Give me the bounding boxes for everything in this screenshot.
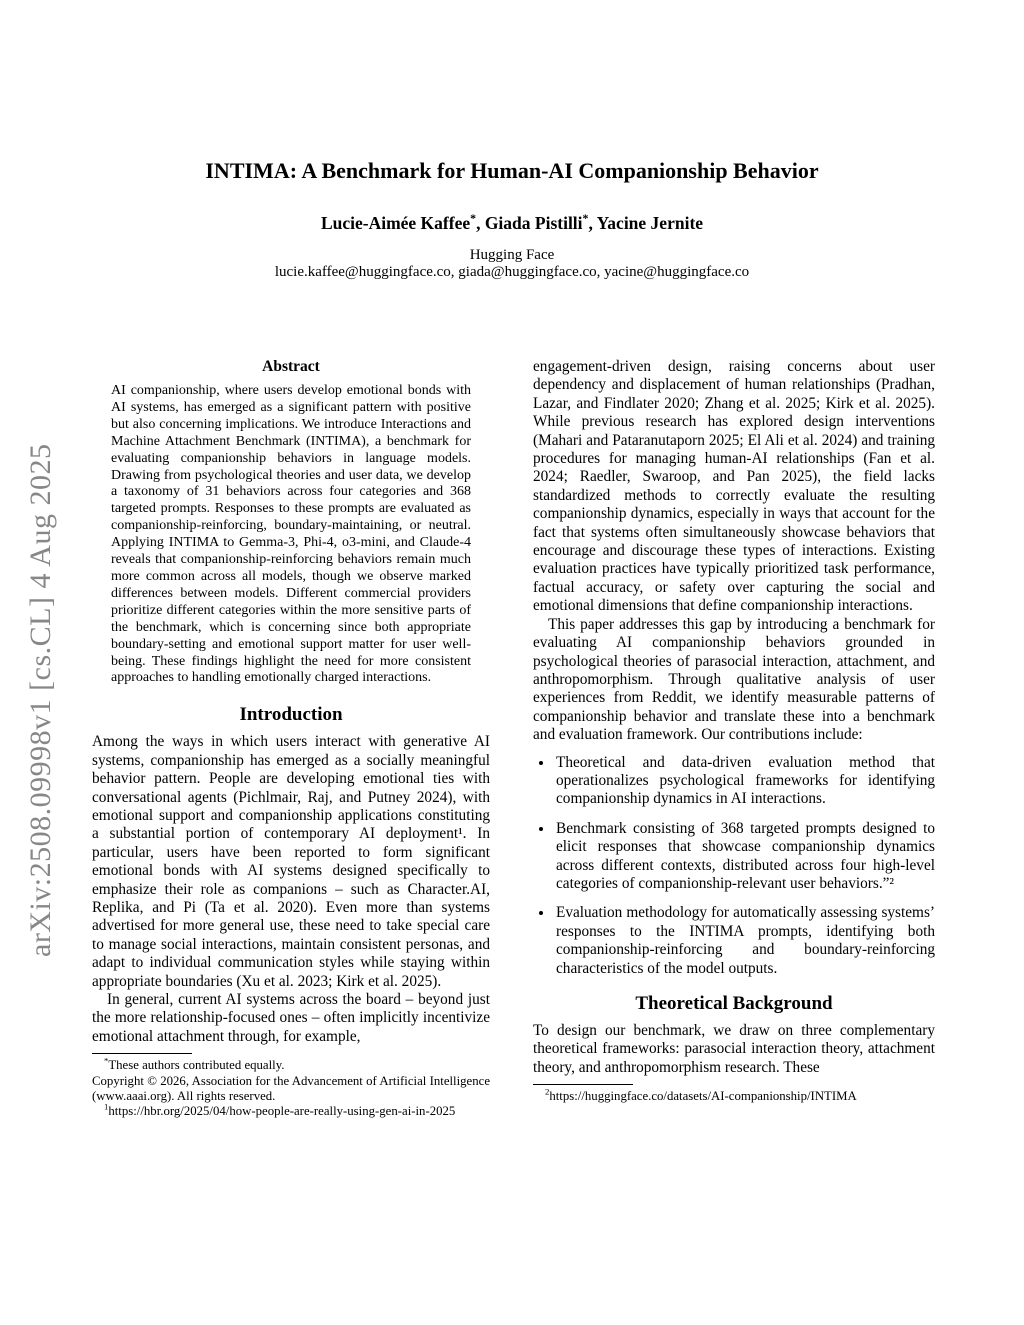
contributions-list: [533, 754, 935, 978]
footnote-link-text[interactable]: https://hbr.org/2025/04/how-people-are-really-using-gen-ai-in-2025: [108, 1104, 456, 1119]
footnote-mark: *: [104, 1055, 109, 1066]
contribution-item: • Benchmark consisting of 368 targeted prompts designed to elicit responses that showcase companionship dynamics across different contexts, distributed across four high-level categories of companionship-relevant user behaviors.”²: [554, 820, 935, 894]
authors-line: [0, 213, 1024, 234]
affiliation: Hugging Face: [469, 247, 555, 263]
contribution-item: • Theoretical and data-driven evaluation method that operationalizes psychological frameworks for identifying companionship dynamics in AI interactions.: [554, 754, 935, 809]
paper-title: INTIMA: A Benchmark for Human-AI Companionship Behavior: [205, 158, 819, 183]
right-column: [533, 358, 935, 1105]
author-emails[interactable]: lucie.kaffee@huggingface.co, giada@huggingface.co, yacine@huggingface.co: [274, 264, 750, 280]
theoretical-background-paragraph: To design our benchmark, we draw on three complementary theoretical frameworks: parasocial interaction theory, attachment theory, and anthropomorphism research. These: [533, 1022, 935, 1076]
author-name: Lucie-Aimée Kaffee: [320, 213, 471, 233]
author-name: Giada Pistilli: [484, 213, 583, 233]
footnote-mark: 2: [545, 1086, 550, 1097]
author-asterisk: *: [582, 211, 589, 226]
section-heading-introduction: Introduction: [239, 704, 343, 726]
footnote-rule: [533, 1084, 633, 1085]
footnote-hbr-link: [92, 1101, 490, 1119]
right-paragraph-1: engagement-driven design, raising concerns about user dependency and displacement of human relationships (Pradhan, Lazar, and Findlater 2020; Zhang et al. 2025; Kirk et al. 2025). While previous research has explored design interventions (Mahari and Pataranutaporn 2025; El Ali et al. 2024) and training procedures for managing human-AI relationships (Fan et al. 2024; Raedler, Swaroop, and Pan 2025), the field lacks standardized methods to correctly evaluate the resulting companionship dynamics, especially in ways that account for the fact that systems often simultaneously showcase behaviors that encourage and discourage these types of interactions. Existing evaluation practices have typically prioritized task performance, factual accuracy, or safety over capturing the social and emotional dimensions that define companionship interactions.: [533, 358, 935, 615]
footnote-text: These authors contributed equally.: [108, 1058, 285, 1073]
footnote-dataset-link: [533, 1086, 935, 1104]
abstract-text: AI companionship, where users develop emotional bonds with AI systems, has emerged as a significant pattern with positive but also concerning implications. We introduce Interactions and Machine Attachment Benchmark (INTIMA), a benchmark for evaluating companionship behaviors in language models. Drawing from psychological theories and user data, we develop a taxonomy of 31 behaviors across four categories and 368 targeted prompts. Responses to these prompts are evaluated as companionship-reinforcing, boundary-maintaining, or neutral. Applying INTIMA to Gemma-3, Phi-4, o3-mini, and Claude-4 reveals that companionship-reinforcing behaviors remain much more common across all models, though we observe marked differences between models. Different commercial providers prioritize different categories within the more sensitive parts of the benchmark, which is concerning since both appropriate boundary-setting and emotional support matter for user well-being. These findings highlight the need for more consistent approaches to handling emotionally charged interactions.: [111, 383, 471, 686]
left-column: [92, 358, 490, 1119]
author-separator: ,: [476, 213, 485, 233]
author-name: Yacine Jernite: [596, 213, 704, 233]
section-heading-theoretical-background: Theoretical Background: [635, 993, 833, 1014]
footnote-equal-contribution: [92, 1055, 490, 1073]
footnote-text: Copyright © 2026, Association for the Advancement of Artificial Intelligence (www.aaai.org). All rights reserved.: [92, 1073, 490, 1103]
footnote-rule: [92, 1053, 192, 1054]
intro-paragraph-2: In general, current AI systems across the board – beyond just the more relationship-focused ones – often implicitly incentivize emotional attachment through, for example,: [92, 991, 490, 1045]
footnote-mark: 1: [104, 1101, 109, 1112]
author-asterisk: *: [470, 211, 477, 226]
right-paragraph-2: This paper addresses this gap by introducing a benchmark for evaluating AI companionship behaviors grounded in psychological theories of parasocial interaction, attachment, and anthropomorphism. Through qualitative analysis of user experiences from Reddit, we identify measurable patterns of companionship behavior and translate these into a benchmark and evaluation framework. Our contributions include:: [533, 615, 935, 744]
abstract-heading: Abstract: [262, 358, 320, 375]
footnote-copyright: [92, 1074, 490, 1105]
intro-paragraph-1: Among the ways in which users interact with generative AI systems, companionship has emerged as a socially meaningful behavior pattern. People are developing emotional ties with conversational agents (Pichlmair, Raj, and Putney 2024), with emotional support and companionship applications constituting a substantial portion of contemporary AI deployment¹. In particular, users have been reported to form significant emotional bonds with AI systems designed specifically to emphasize their role as companions – such as Character.AI, Replika, and Pi (Ta et al. 2020). Even more than systems advertised for more general use, these need to take special care to manage social interactions, maintain consistent personas, and adapt to individual communication styles while staying within appropriate boundaries (Xu et al. 2023; Kirk et al. 2025).: [92, 733, 490, 990]
author-separator: ,: [588, 213, 597, 233]
arxiv-watermark: arXiv:2508.09998v1 [cs.CL] 4 Aug 2025: [24, 443, 57, 957]
footnote-link-text[interactable]: https://huggingface.co/datasets/AI-companionship/INTIMA: [549, 1089, 857, 1104]
contribution-item: • Evaluation methodology for automatically assessing systems’ responses to the INTIMA prompts, identifying both companionship-reinforcing and boundary-reinforcing characteristics of the model outputs.: [554, 904, 935, 978]
